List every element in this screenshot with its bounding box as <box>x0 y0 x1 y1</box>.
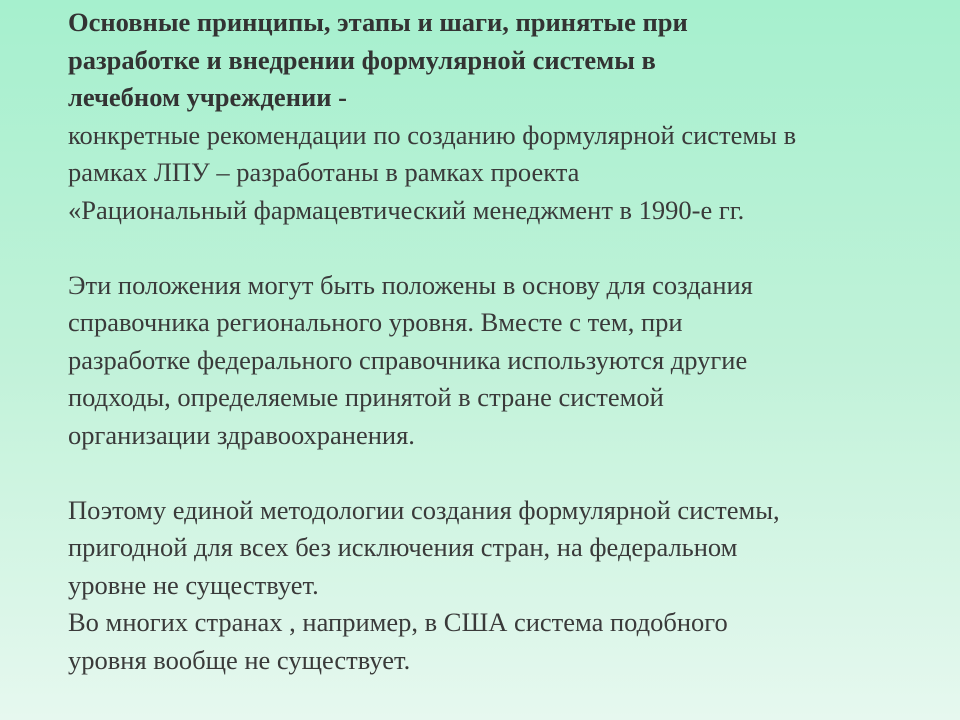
text-line: Поэтому единой методологии создания формулярной системы, <box>68 494 780 525</box>
text-line: Эти положения могут быть положены в основу для создания <box>68 269 753 300</box>
text-line: пригодной для всех без исключения стран, на федеральном <box>68 532 738 562</box>
text-line: конкретные рекомендации по созданию формулярной системы в <box>68 119 797 150</box>
slide-content <box>68 4 948 679</box>
slide-heading <box>68 4 948 117</box>
text-line: разработке федерального справочника используются другие <box>68 344 748 375</box>
paragraph-spacer <box>68 454 948 492</box>
paragraph-recommendations <box>68 117 948 230</box>
text-line: уровня вообще не существует. <box>68 644 411 675</box>
text-line: уровне не существует. <box>68 569 319 600</box>
text-line: организации здравоохранения. <box>68 419 415 450</box>
text-line: справочника регионального уровня. Вместе с тем, при <box>68 307 683 337</box>
text-line: «Рациональный фармацевтический менеджмент в 1990-е гг. <box>68 194 745 225</box>
heading-line: Основные принципы, этапы и шаги, принятые при <box>68 7 688 37</box>
paragraph-regional <box>68 267 948 455</box>
heading-line: разработке и внедрении формулярной системы в <box>68 44 656 75</box>
text-line: подходы, определяемые принятой в стране системой <box>68 382 664 412</box>
paragraph-methodology <box>68 492 948 605</box>
paragraph-usa <box>68 604 948 679</box>
heading-line: лечебном учреждении - <box>68 82 347 112</box>
text-line: Во многих странах , например, в США система подобного <box>68 607 728 637</box>
text-line: рамках ЛПУ – разработаны в рамках проекта <box>68 157 580 187</box>
paragraph-spacer <box>68 229 948 267</box>
